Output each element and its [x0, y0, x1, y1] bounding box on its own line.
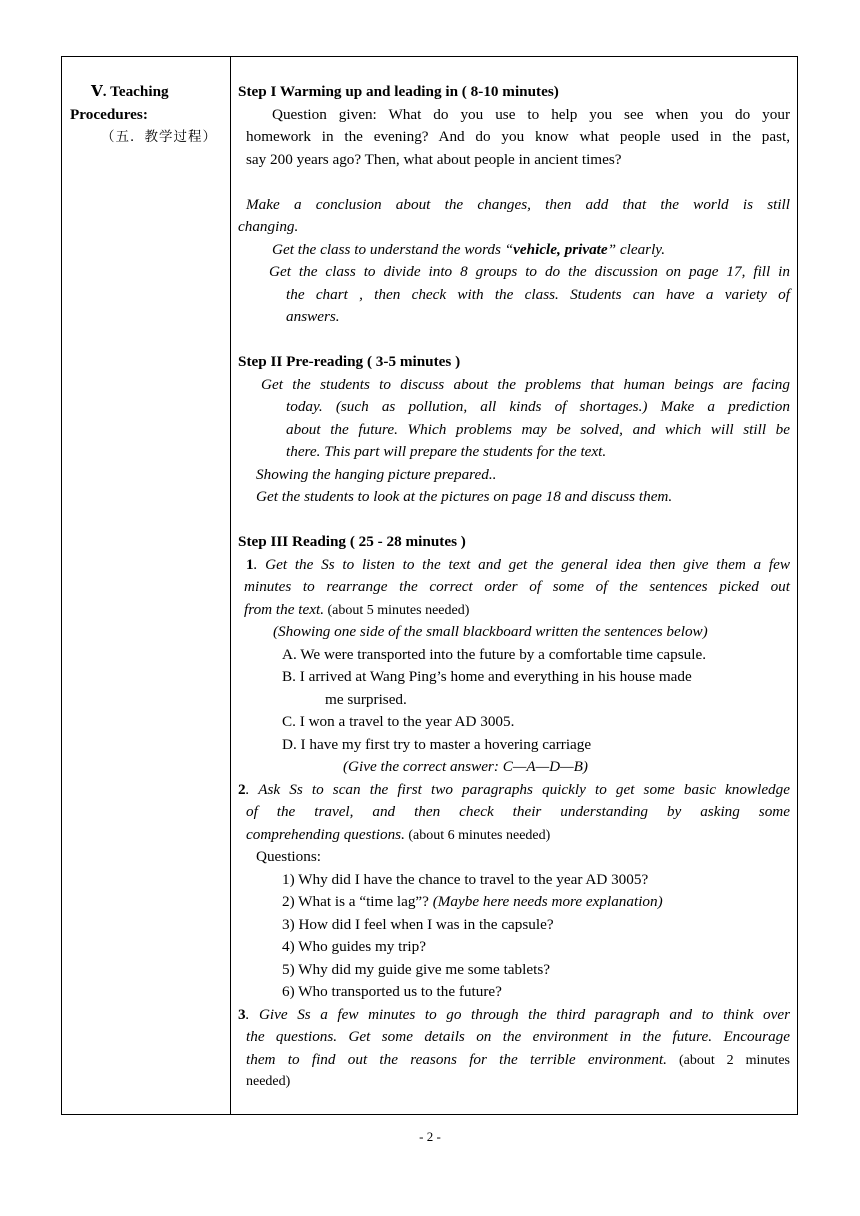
step1-question-line3: say 200 years ago? Then, what about people in ancient times? [246, 151, 622, 168]
step3-task3-line4: needed) [246, 1074, 291, 1089]
step1-words-pre: Get the class to understand the words “ [272, 241, 514, 258]
correct-answer: (Give the correct answer: C—A—D—B) [343, 758, 588, 775]
step3-task3-line1 [238, 1004, 790, 1026]
step3-task2-number: 2 [238, 781, 246, 798]
page-number: - 2 - [419, 1129, 441, 1144]
step3-task1-number: 1 [246, 556, 254, 573]
section-heading-chinese: （五．教学过程） [101, 129, 217, 145]
step3-task2-line2: of the travel, and then check their understanding by asking some [246, 803, 790, 820]
step1-words-bold: vehicle, private [513, 241, 608, 258]
step3-task2-line3-italic: comprehending questions. [246, 826, 405, 843]
step3-showing-note: (Showing one side of the small blackboard written the sentences below) [273, 623, 708, 640]
step3-task3-line2: the questions. Get some details on the environment in the future. Encourage [246, 1028, 790, 1045]
section-heading-line2: Procedures: [70, 106, 148, 123]
step3-task1-line3 [244, 599, 469, 622]
step2-line4: there. This part will prepare the students for the text. [286, 443, 607, 460]
step2-line5: Showing the hanging picture prepared.. [256, 466, 497, 483]
section-heading: Ⅴ. Teaching [91, 83, 169, 100]
step1-question-line1: Question given: What do you use to help you see when you do your [272, 106, 790, 123]
step1-discussion-line1: Get the class to divide into 8 groups to do the discussion on page 17, fill in [269, 263, 790, 280]
column-divider [230, 57, 231, 1114]
step3-task2-line3 [246, 824, 550, 847]
step2-line6: Get the students to look at the pictures on page 18 and discuss them. [256, 488, 673, 505]
step1-words-line [272, 239, 665, 261]
step3-task1-line3-italic: from the text. [244, 601, 324, 618]
sentence-a: A. We were transported into the future by a comfortable time capsule. [282, 646, 707, 663]
question-1: 1) Why did I have the chance to travel to the year AD 3005? [282, 871, 649, 888]
question-5: 5) Why did my guide give me some tablets? [282, 961, 550, 978]
step2-line3: about the future. Which problems may be solved, and which will still be [286, 421, 790, 438]
step3-task3-text: . Give Ss a few minutes to go through the third paragraph and to think over [245, 1006, 790, 1023]
step3-task1-time: (about 5 minutes needed) [324, 603, 470, 618]
step2-title: Step II Pre-reading ( 3-5 minutes ) [238, 353, 461, 370]
step1-discussion-line3: answers. [286, 308, 340, 325]
step2-line2: today. (such as pollution, all kinds of shortages.) Make a prediction [286, 398, 790, 415]
step3-task3-line3-italic: them to find out the reasons for the terrible environment. [246, 1051, 667, 1068]
sentence-b-line1: B. I arrived at Wang Ping’s home and everything in his house made [282, 668, 692, 685]
question-4: 4) Who guides my trip? [282, 938, 426, 955]
question-3: 3) How did I feel when I was in the capsule? [282, 916, 554, 933]
step3-task1-line2: minutes to rearrange the correct order of some of the sentences picked out [244, 578, 790, 595]
questions-label: Questions: [256, 848, 321, 865]
step3-task2-line1 [238, 779, 790, 801]
sentence-d: D. I have my first try to master a hovering carriage [282, 736, 592, 753]
step3-task3-time: (about 2 minutes [666, 1053, 790, 1068]
step3-task2-time: (about 6 minutes needed) [404, 828, 551, 843]
question-2-note: (Maybe here needs more explanation) [432, 893, 663, 910]
step3-task1-line1 [246, 554, 790, 576]
sentence-c: C. I won a travel to the year AD 3005. [282, 713, 515, 730]
sentence-b-line2: me surprised. [325, 691, 407, 708]
lesson-plan-table [61, 56, 798, 1115]
step3-task3-line3 [246, 1049, 790, 1072]
step3-task3-number: 3 [238, 1006, 246, 1023]
question-2-text: 2) What is a “time lag”? [282, 893, 433, 910]
step1-words-post: ” clearly. [607, 241, 666, 258]
question-2 [282, 891, 663, 913]
step1-title: Step I Warming up and leading in ( 8-10 minutes) [238, 83, 559, 100]
step3-task1-text: . Get the Ss to listen to the text and get the general idea then give them a few [253, 556, 790, 573]
step1-conclusion-line1: Make a conclusion about the changes, then add that the world is still [246, 196, 790, 213]
step3-title: Step III Reading ( 25 - 28 minutes ) [238, 533, 466, 550]
step1-discussion-line2: the chart , then check with the class. Students can have a variety of [286, 286, 790, 303]
step3-task2-text: . Ask Ss to scan the first two paragraphs quickly to get some basic knowledge [245, 781, 790, 798]
step1-conclusion-line2: changing. [238, 218, 299, 235]
question-6: 6) Who transported us to the future? [282, 983, 502, 1000]
step2-line1: Get the students to discuss about the problems that human beings are facing [261, 376, 790, 393]
step1-question-line2: homework in the evening? And do you know what people used in the past, [246, 128, 790, 145]
